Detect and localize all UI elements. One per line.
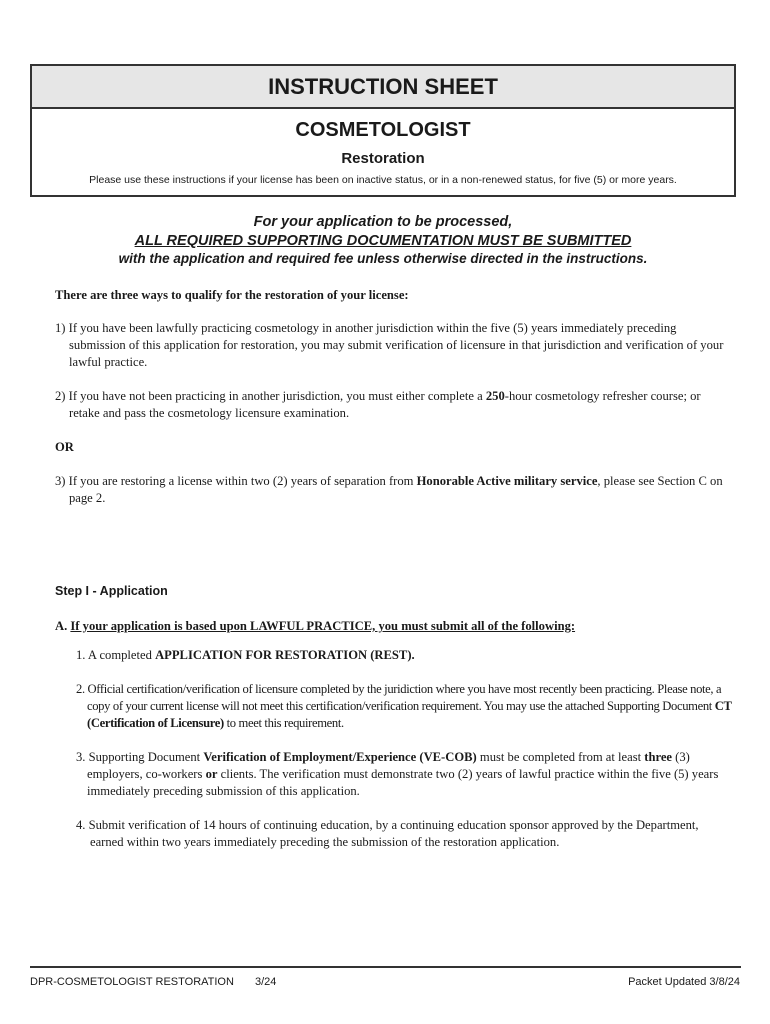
footer-revision: 3/24 bbox=[255, 976, 277, 988]
notice-line-2: ALL REQUIRED SUPPORTING DOCUMENTATION MUST BE SUBMITTED bbox=[134, 233, 632, 249]
profession-title: COSMETOLOGIST bbox=[295, 119, 471, 141]
step-item-3: 3. Supporting Document Verification of Employment/Experience (VE-COB) must be completed from at least three (3) employers, co-workers or clients. The verification must demonstrate two (2) years of lawful practice within the five (5) years immediately preceding submission of this application. bbox=[76, 750, 719, 798]
scope-note: Please use these instructions if your license has been on inactive status, or in a non-renewed status, for five (5) or more years. bbox=[89, 174, 677, 186]
step-1-heading: Step I - Application bbox=[55, 584, 168, 598]
qualify-item-2: 2) If you have not been practicing in another jurisdiction, you must either complete a 250-hour cosmetology refresher course; or retake and pass the cosmetology licensure examination. bbox=[55, 389, 701, 420]
step-item-4: 4. Submit verification of 14 hours of continuing education, by a continuing education sponsor approved by the Department, earned within two years immediately preceding the submission of the restoration application. bbox=[76, 818, 699, 849]
step-item-1: 1. A completed APPLICATION FOR RESTORATION (REST). bbox=[76, 648, 415, 662]
footer-form-id: DPR-COSMETOLOGIST RESTORATION bbox=[30, 976, 234, 988]
section-a-heading: A. If your application is based upon LAWFUL PRACTICE, you must submit all of the following: bbox=[55, 619, 576, 633]
qualify-item-1: 1) If you have been lawfully practicing cosmetology in another jurisdiction within the five (5) years immediately preceding submission of this application for restoration, you may submit verification of licensure in that jurisdiction and verification of your lawful practice. bbox=[55, 321, 724, 369]
header-box bbox=[30, 64, 736, 197]
footer-divider bbox=[30, 966, 741, 968]
qualify-item-3: 3) If you are restoring a license within two (2) years of separation from Honorable Active military service, please see Section C on page 2. bbox=[55, 474, 723, 505]
or-label: OR bbox=[55, 440, 74, 454]
instruction-sheet-title: INSTRUCTION SHEET bbox=[32, 66, 734, 109]
footer-packet-updated: Packet Updated 3/8/24 bbox=[628, 976, 740, 988]
step-item-2: 2. Official certification/verification of licensure completed by the juridiction where you have most recently been practicing. Please note, a copy of your current license will not meet this certification/verification requirement. You may use the attached Supporting Document CT (Certification of Licensure) to meet this requirement. bbox=[76, 682, 732, 730]
notice-line-3: with the application and required fee unless otherwise directed in the instructions. bbox=[118, 251, 648, 266]
qualify-intro: There are three ways to qualify for the restoration of your license: bbox=[55, 288, 409, 302]
restoration-subtitle: Restoration bbox=[341, 150, 425, 167]
notice-line-1: For your application to be processed, bbox=[253, 214, 513, 230]
